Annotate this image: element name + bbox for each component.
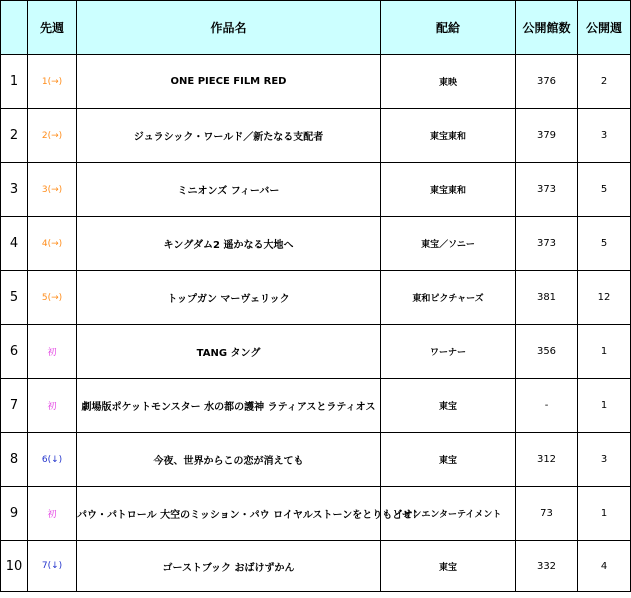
distributor-cell: 東宝／ソニー (381, 217, 516, 271)
rank-cell: 3 (1, 163, 28, 217)
last-week-cell: 4(→) (28, 217, 77, 271)
header-rank (1, 1, 28, 55)
title-cell: 今夜、世界からこの恋が消えても (77, 433, 381, 487)
last-week-cell: 7(↓) (28, 541, 77, 592)
distributor-cell: 東宝 (381, 433, 516, 487)
theaters-cell: 73 (516, 487, 578, 541)
weeks-cell: 4 (578, 541, 631, 592)
theaters-cell: 376 (516, 55, 578, 109)
theaters-cell: 379 (516, 109, 578, 163)
header-last-week: 先週 (28, 1, 77, 55)
header-row (1, 1, 631, 55)
title-cell: ONE PIECE FILM RED (77, 55, 381, 109)
distributor-cell: 東宝東和 (381, 163, 516, 217)
weeks-cell: 3 (578, 109, 631, 163)
table-row (1, 379, 631, 433)
distributor-cell: イオンエンターテイメント (381, 487, 516, 541)
header-distributor: 配給 (381, 1, 516, 55)
weeks-cell: 1 (578, 487, 631, 541)
last-week-cell: 3(→) (28, 163, 77, 217)
weeks-cell: 5 (578, 163, 631, 217)
weeks-cell: 3 (578, 433, 631, 487)
table-row (1, 217, 631, 271)
title-cell: 劇場版ポケットモンスター 水の都の護神 ラティアスとラティオス (77, 379, 381, 433)
rank-cell: 7 (1, 379, 28, 433)
header-title: 作品名 (77, 1, 381, 55)
title-cell: トップガン マーヴェリック (77, 271, 381, 325)
title-cell: ゴーストブック おばけずかん (77, 541, 381, 592)
theaters-cell: 332 (516, 541, 578, 592)
weeks-cell: 5 (578, 217, 631, 271)
rank-cell: 9 (1, 487, 28, 541)
rank-cell: 1 (1, 55, 28, 109)
last-week-cell: 5(→) (28, 271, 77, 325)
rank-cell: 6 (1, 325, 28, 379)
distributor-cell: 東宝東和 (381, 109, 516, 163)
title-cell: ジュラシック・ワールド／新たなる支配者 (77, 109, 381, 163)
distributor-cell: ワーナー (381, 325, 516, 379)
last-week-cell: 初 (28, 487, 77, 541)
title-cell: キングダム2 遥かなる大地へ (77, 217, 381, 271)
table-row (1, 325, 631, 379)
table-row (1, 55, 631, 109)
theaters-cell: 373 (516, 163, 578, 217)
last-week-cell: 6(↓) (28, 433, 77, 487)
table-row (1, 271, 631, 325)
rank-cell: 5 (1, 271, 28, 325)
rank-cell: 10 (1, 541, 28, 592)
title-cell: TANG タング (77, 325, 381, 379)
distributor-cell: 東宝 (381, 541, 516, 592)
theaters-cell: 373 (516, 217, 578, 271)
weeks-cell: 1 (578, 325, 631, 379)
table-row (1, 433, 631, 487)
rank-cell: 4 (1, 217, 28, 271)
last-week-cell: 初 (28, 325, 77, 379)
table-row (1, 163, 631, 217)
last-week-cell: 2(→) (28, 109, 77, 163)
theaters-cell: 312 (516, 433, 578, 487)
distributor-cell: 東宝 (381, 379, 516, 433)
weeks-cell: 12 (578, 271, 631, 325)
distributor-cell: 東映 (381, 55, 516, 109)
table-row (1, 109, 631, 163)
distributor-cell: 東和ピクチャーズ (381, 271, 516, 325)
title-cell: ミニオンズ フィーバー (77, 163, 381, 217)
theaters-cell: - (516, 379, 578, 433)
table-row (1, 487, 631, 541)
rank-cell: 2 (1, 109, 28, 163)
last-week-cell: 初 (28, 379, 77, 433)
header-weeks: 公開週 (578, 1, 631, 55)
header-theaters: 公開館数 (516, 1, 578, 55)
rank-cell: 8 (1, 433, 28, 487)
weeks-cell: 2 (578, 55, 631, 109)
table-row (1, 541, 631, 592)
title-cell: パウ・パトロール 大空のミッション・パウ ロイヤルストーンをとりもどせ！ (77, 487, 381, 541)
theaters-cell: 381 (516, 271, 578, 325)
theaters-cell: 356 (516, 325, 578, 379)
weeks-cell: 1 (578, 379, 631, 433)
last-week-cell: 1(→) (28, 55, 77, 109)
